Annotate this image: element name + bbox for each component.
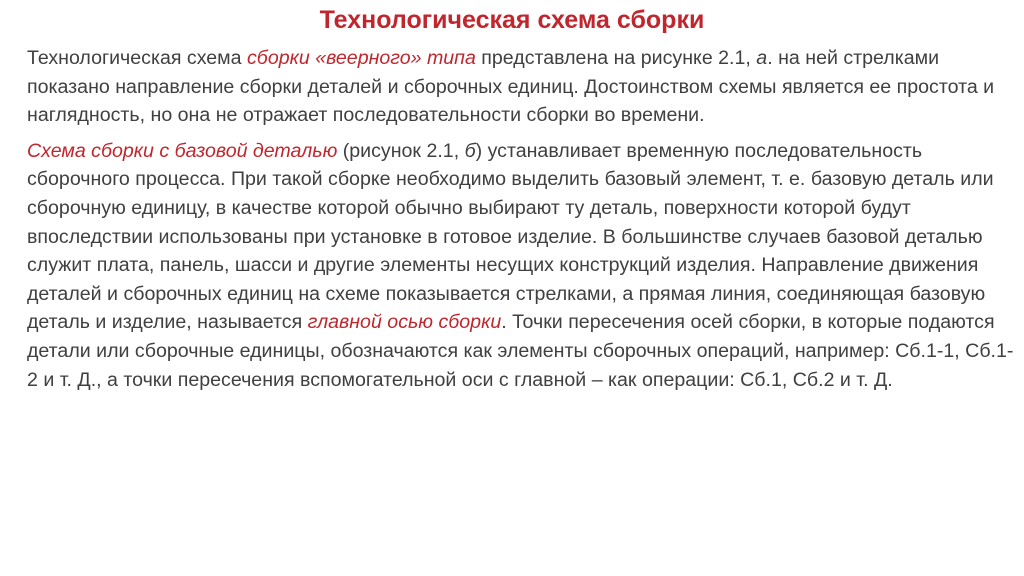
p2-term-main-axis: главной осью сборки [307,311,502,334]
p2-text-1: (рисунок 2.1, [337,139,465,162]
p2-term-base-part-scheme: Схема сборки с базовой деталью [27,139,338,162]
slide-body [27,44,1019,394]
paragraph-base-part-scheme [27,137,1019,394]
p2-text-3: . Точки пересечения осей сборки, в которые подаются детали или сборочные единицы, обозначаются как элементы сборочных операций, например: Сб.1-1, Сб.1-2 и т. Д., а точки пересечения вспомогательной оси с главной – как операции: Сб.1, Сб.2 и т. Д. [27,311,1014,391]
paragraph-fan-scheme [27,44,1019,130]
p2-figure-letter-b: б [464,139,476,162]
p1-text-3: . на ней стрелками показано направление сборки деталей и сборочных единиц. Достоинством схемы является ее простота и наглядность, но она не отражает последовательности сборки во времени. [27,47,995,127]
p1-figure-letter-a: а [756,47,768,69]
p1-text-2: представлена на рисунке 2.1, [475,47,757,69]
p2-text-2: ) устанавливает временную последовательность сборочного процесса. При такой сборке необходимо выделить базовый элемент, т. е. базовую деталь или сборочную единицу, в качестве которой обычно выбирают ту деталь, поверхности которой будут впоследствии использованы при установке в готовое изделие. В большинстве случаев базовой деталью служит плата, панель, шасси и другие элементы несущих конструкций изделия. Направление движения деталей и сборочных единиц на схеме показывается стрелками, а прямая линия, соединяющая базовую деталь и изделие, называется [27,139,994,334]
p1-term-fan-assembly: сборки «веерного» типа [247,47,476,69]
p1-text-1: Технологическая схема [27,47,247,69]
slide-title: Технологическая схема сборки [319,6,705,34]
